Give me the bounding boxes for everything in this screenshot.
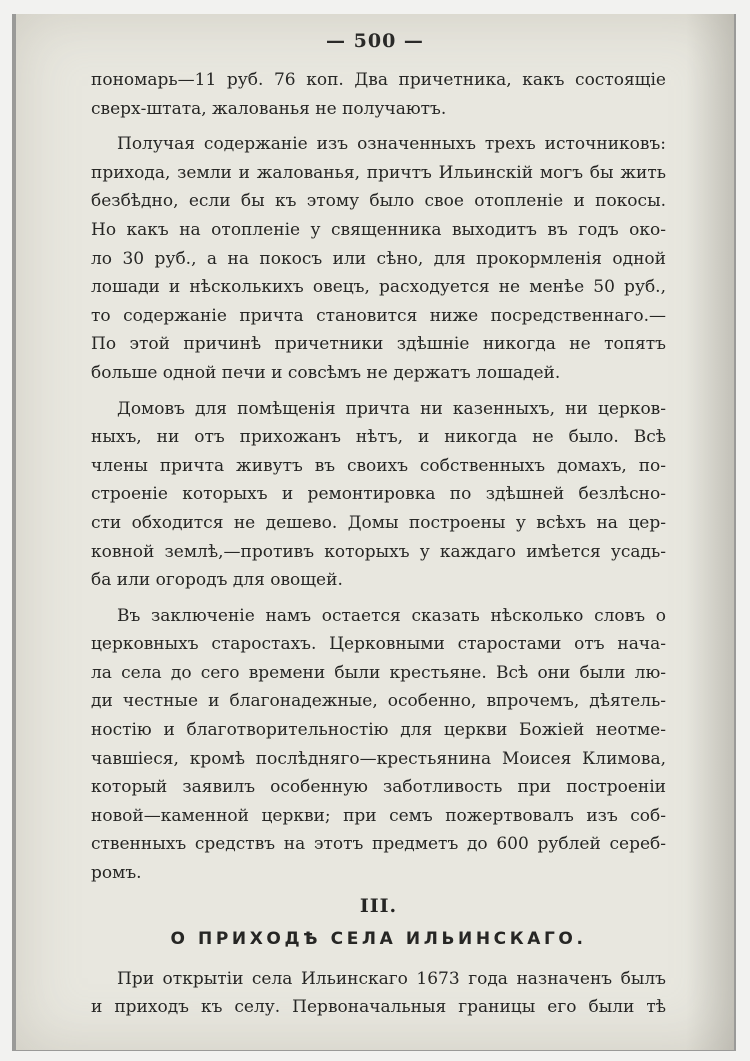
text-line: Но какъ на отопленіе у священника выходитъ въ годъ око- [91,219,666,240]
text-line: ди честные и благонадежные, особенно, впрочемъ, дѣятель- [91,691,666,712]
paragraph-2 [91,130,666,387]
section-title: О ПРИХОДѢ СЕЛА ИЛЬИНСКАГО. [170,928,587,949]
text-line: ло 30 руб., а на покосъ или сѣно, для прокормленія одной [91,248,666,269]
page-spine-shadow [686,14,734,1050]
scan-frame-right [736,0,750,1061]
text-line: ныхъ, ни отъ прихожанъ нѣтъ, и никогда не было. Всѣ [91,427,666,448]
text-line: прихода, земли и жалованья, причтъ Ильинскій могъ бы жить [91,162,666,183]
text-line: члены причта живутъ въ своихъ собственныхъ домахъ, по- [91,455,666,476]
text-line: Получая содержаніе изъ означенныхъ трехъ источниковъ: [117,134,666,155]
text-line: лошади и нѣсколькихъ овецъ, расходуется не менѣе 50 руб., [91,277,666,298]
paragraph-3 [91,395,666,595]
text-line: больше одной печи и совсѣмъ не держатъ лошадей. [91,362,561,383]
text-line: ственныхъ средствъ на этотъ предметъ до 600 рублей сереб- [91,834,666,855]
text-line: ба или огородъ для овощей. [91,570,343,591]
text-line: ла села до сего времени были крестьяне. Всѣ они были лю- [91,662,666,683]
scan-frame-bottom [0,1051,750,1061]
text-line: ковной землѣ,—противъ которыхъ у каждаго имѣется усадь- [91,541,666,562]
text-line: безбѣдно, если бы къ этому было свое отопленіе и покосы. [91,191,666,212]
text-line: пономарь—11 руб. 76 коп. Два причетника, какъ состоящіе [91,70,666,90]
scan-frame-top [0,0,750,14]
text-line: который заявилъ особенную заботливость при построеніи [91,777,666,798]
text-line: новой—каменной церкви; при семъ пожертвовалъ изъ соб- [91,805,666,826]
text-line: По этой причинѣ причетники здѣшніе никогда не топятъ [91,334,666,355]
book-page [16,14,734,1050]
text-line: ромъ. [91,863,142,884]
section-number: III. [359,894,398,917]
text-line: Домовъ для помѣщенія причта ни казенныхъ, ни церков- [117,398,666,419]
paragraph-4 [91,602,666,888]
text-line: сверх-штата, жалованья не получаютъ. [91,98,447,119]
text-line: сти обходится не дешево. Домы построены у всѣхъ на цер- [91,512,666,533]
scan-frame-left [0,0,12,1061]
text-line: При открытіи села Ильинскаго 1673 года назначенъ былъ [117,968,666,989]
text-line: ностію и благотворительностію для церкви Божіей неотме- [91,720,666,741]
text-line: чавшіеся, кромѣ послѣдняго—крестьянина Моисея Климова, [91,748,666,769]
text-line: и приходъ къ селу. Первоначальныя границы его были тѣ [91,997,666,1018]
text-line: церковныхъ старостахъ. Церковными старостами отъ нача- [91,634,666,655]
text-line: Въ заключеніе намъ остается сказать нѣсколько словъ о [117,605,666,626]
paragraph-5 [91,965,666,1022]
text-line: то содержаніе причта становится ниже посредственнаго.— [91,305,666,326]
page-number: — 500 — [326,30,424,52]
paragraph-1 [91,66,666,123]
page-body [91,66,666,1022]
text-line: строеніе которыхъ и ремонтировка по здѣшней безлѣсно- [91,484,666,505]
